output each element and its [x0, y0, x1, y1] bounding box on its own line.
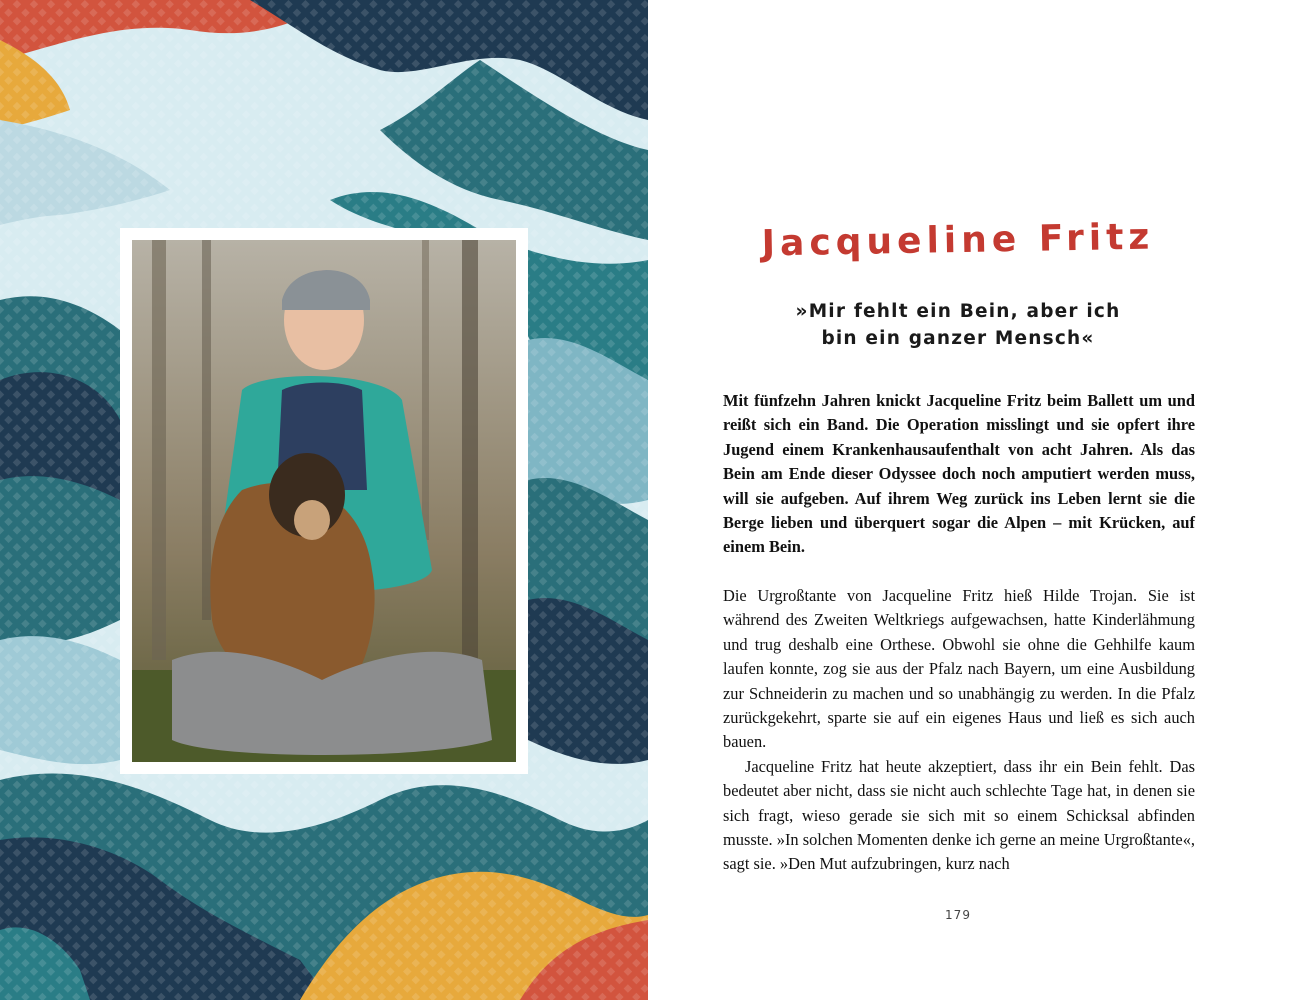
chapter-title: Jacqueline Fritz [761, 216, 1155, 265]
body-paragraph-2: Jacqueline Fritz hat heute akzeptiert, dass ihr ein Bein fehlt. Das bedeutet aber nicht, dass sie nicht auch schlechte Tage hat, in denen sie sich fragt, wieso gerade sie sich mit so einem Schicksal abfinden musste. »In solchen Momenten denke ich gerne an meine Urgroßtante«, sagt sie. »Den Mut aufzubringen, kurz nach [723, 756, 1195, 874]
lead-paragraph: Mit fünfzehn Jahren knickt Jacqueline Fritz beim Ballett um und reißt sich ein Band. Die Operation misslingt und sie opfert ihre Jugend einem Krankenhausaufenthalt von acht Jahren. Als das Bein am Ende dieser Odyssee doch noch amputiert werden muss, will sie aufgeben. Auf ihrem Weg zurück ins Leben lernt sie die Berge lieben und überquert sogar die Alpen – mit Krücken, auf einem Bein. [723, 391, 1195, 557]
right-page [648, 0, 1295, 1000]
body-paragraph-1: Die Urgroßtante von Jacqueline Fritz hieß Hilde Trojan. Sie ist während des Zweiten Weltkriegs aufgewachsen, hatte Kinderlähmung und trug deshalb eine Orthese. Obwohl sie ohne die Gehhilfe kaum laufen konnte, zog sie aus der Pfalz nach Bayern, um eine Ausbildung zur Schneiderin zu machen und so unabhängig zu werden. In die Pfalz zurückgekehrt, sparte sie auf ein eigenes Haus und ließ es sich auch bauen. [723, 586, 1195, 752]
body-text [723, 584, 1195, 877]
photo-frame [120, 228, 528, 774]
subtitle-line-1: »Mir fehlt ein Bein, aber ich [795, 301, 1121, 322]
chapter-subtitle [708, 298, 1208, 352]
page-number: 179 [945, 908, 971, 922]
portrait-photo-woman-with-dog [132, 240, 516, 762]
subtitle-line-2: bin ein ganzer Mensch« [821, 328, 1095, 349]
